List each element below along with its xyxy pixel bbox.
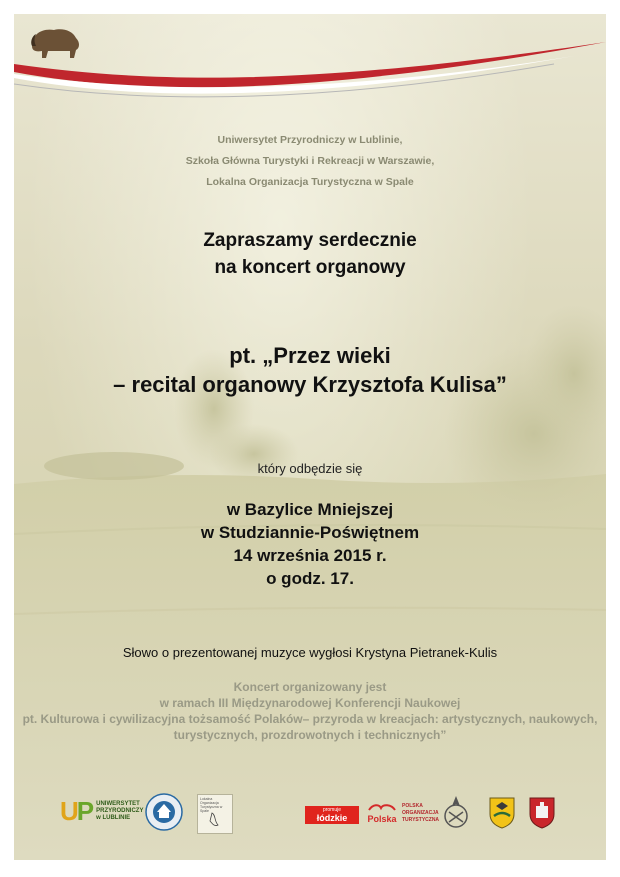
invitation — [14, 227, 606, 281]
town-crest-logo — [528, 796, 556, 830]
sgtir-logo — [144, 792, 184, 832]
town-crest-icon — [528, 796, 556, 830]
venue-line: w Studziannie-Poświętnem — [200, 523, 420, 542]
bison-icon — [26, 24, 82, 60]
conference-note — [14, 679, 606, 743]
organizer-line: Szkoła Główna Turystyki i Rekreacji w Warszawie, — [185, 155, 435, 167]
pot-logo-text: POLSKA ORGANIZACJA TURYSTYCZNA — [402, 803, 440, 823]
university-logo — [60, 796, 143, 827]
pot-logo — [402, 803, 439, 824]
eagle-emblem-icon — [441, 792, 471, 836]
concert-title — [14, 341, 606, 399]
coat-of-arms-icon — [488, 796, 516, 830]
date-line: 14 września 2015 r. — [233, 546, 387, 565]
note-line: w ramach III Międzynarodowej Konferencji Naukowej — [159, 696, 461, 710]
sponsor-logos — [14, 790, 606, 840]
polska-logo — [365, 800, 399, 830]
promuje-lodzkie-logo: promuje łódzkie — [305, 806, 359, 824]
invitation-line: na koncert organowy — [214, 257, 406, 278]
time-line: o godz. 17. — [266, 569, 354, 588]
svg-text:Polska: Polska — [367, 814, 397, 824]
note-line: Koncert organizowany jest — [233, 680, 387, 694]
university-logo-text: UNIWERSYTET PRZYRODNICZY w LUBLINIE — [96, 801, 144, 821]
emblem-logo — [441, 792, 471, 836]
red-white-swoosh — [14, 34, 606, 104]
invitation-line: Zapraszamy serdecznie — [203, 230, 417, 251]
intro-text: który odbędzie się — [257, 461, 363, 476]
speaker-note: Słowo o prezentowanej muzyce wygłosi Krystyna Pietranek-Kulis — [122, 645, 498, 660]
lot-spala-logo: Lokalna Organizacja Turystyczna w Spale — [197, 794, 233, 834]
title-line: – recital organowy Krzysztofa Kulisa” — [113, 372, 507, 397]
organizers — [14, 130, 606, 193]
venue-line: w Bazylice Mniejszej — [226, 500, 394, 519]
globe-emblem-icon — [144, 792, 184, 832]
organizer-line: Lokalna Organizacja Turystyczna w Spale — [206, 176, 414, 188]
venue-details — [14, 498, 606, 590]
polska-brand-icon — [365, 800, 399, 830]
university-logo-mark: UP — [60, 796, 93, 826]
note-line: turystycznych, prozdrowotnych i technicznych” — [173, 728, 447, 742]
note-line: pt. Kulturowa i cywilizacyjna tożsamość Polaków– przyroda w kreacjach: artystycznych, naukowych, — [22, 712, 598, 726]
title-line: pt. „Przez wieki — [229, 343, 391, 368]
organizer-line: Uniwersytet Przyrodniczy w Lublinie, — [217, 134, 403, 146]
poster — [14, 14, 606, 860]
coat-of-arms-logo — [488, 796, 516, 830]
